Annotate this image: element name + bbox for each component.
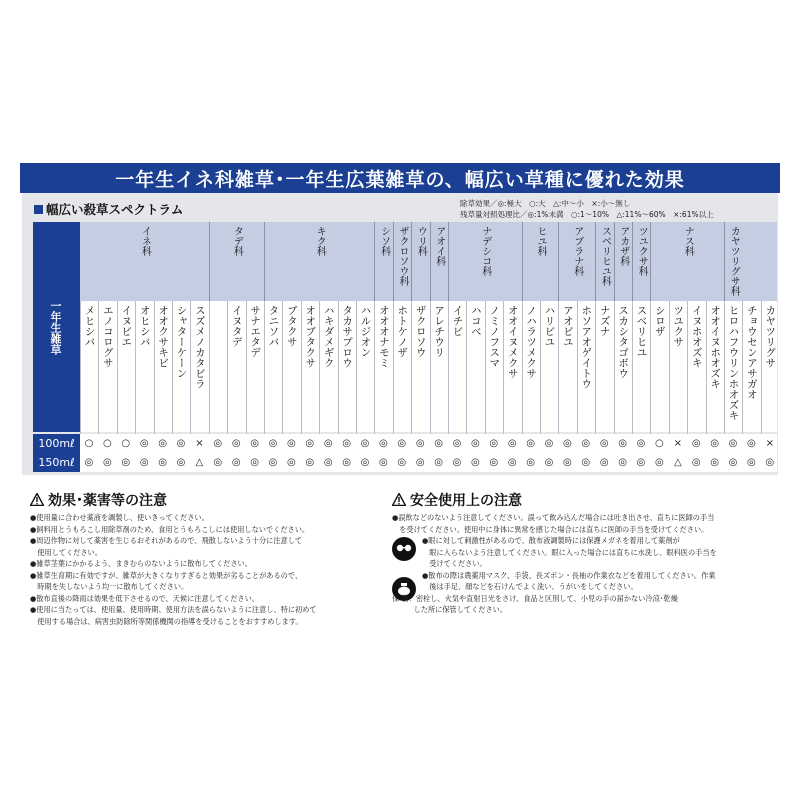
efficacy-symbol: ◎ [139,438,149,449]
weed-name: イヌビエ [120,305,133,347]
family-band [80,222,777,301]
efficacy-symbol: ◎ [305,438,315,449]
efficacy-symbol: ◎ [268,438,278,449]
dose-label: 100mℓ [33,434,80,453]
note-line: ●雑草茎葉にかかるよう、まきむらのないように散布してください。 [30,559,252,568]
headline-banner: 一年生イネ科雑草･一年生広葉雑草の、幅広い草種に優れた効果 [20,163,780,193]
notes-left-body [30,512,380,627]
weed-name: オヒシバ [138,305,151,347]
efficacy-symbol: ◎ [323,438,333,449]
weed-name: オオイヌホオズキ [709,305,722,389]
efficacy-symbol: ◎ [379,457,388,468]
efficacy-symbol: ◎ [728,438,738,449]
family-header: ツユクサ科 [636,226,648,276]
efficacy-symbol: ◎ [452,457,462,468]
weed-name: チョウセンアサガオ [745,305,758,400]
efficacy-symbol: ◎ [287,457,296,468]
efficacy-symbol: ◎ [636,457,646,468]
note-line: 時期を失しないよう均一に散布してください。 [30,582,189,591]
side-label: 一年生雑草 [49,300,62,355]
efficacy-symbol: ◎ [526,438,535,449]
weed-name: アオビユ [561,305,574,347]
efficacy-symbol: ◎ [158,438,167,449]
family-header: ザクロソウ科 [397,226,408,286]
weed-name: カヤツリグサ [764,305,777,368]
efficacy-symbol: ◎ [415,438,425,449]
efficacy-symbol: × [195,438,204,449]
efficacy-symbol: ◎ [655,457,664,468]
notes-right-body [392,512,787,616]
efficacy-symbol: ◎ [747,438,756,449]
weed-name: ノハラツメクサ [525,305,538,379]
efficacy-symbol: ◎ [342,438,351,449]
notes-right-heading-text: 安全使用上の注意 [410,493,522,509]
weed-name: メヒシバ [83,305,96,347]
family-header: シソ科 [378,226,390,256]
weed-name: オオクサキビ [157,305,170,368]
family-header: カヤツリグサ科 [728,226,740,296]
weed-name: オオイヌメクサ [506,305,519,379]
notes-right-heading [392,490,522,510]
note-line: ●散布直後の降雨は効果を低下させるので、天候に注意してください。 [30,593,259,603]
family-header: ナデシコ科 [479,226,491,276]
weed-name: ブタクサ [285,305,298,347]
efficacy-symbol: ◎ [84,457,94,468]
efficacy-symbol: ◎ [747,457,756,468]
note-line: ●使用量に合わせ薬液を調製し、使いきってください。 [30,513,209,522]
warning-icon [392,493,406,506]
family-header: アオイ科 [433,226,445,266]
efficacy-symbol: ◎ [360,438,370,449]
weed-name: イヌタデ [230,305,243,347]
efficacy-symbol: ◎ [489,438,499,449]
efficacy-symbol: ◎ [691,457,701,468]
efficacy-symbol: ◎ [599,457,609,468]
efficacy-symbol: ◎ [323,457,333,468]
efficacy-symbol: ◎ [599,438,609,449]
weed-name: タニソバ [267,305,280,347]
efficacy-symbol: ◎ [360,457,370,468]
efficacy-symbol: ◎ [452,438,462,449]
weed-name: ザクロソウ [414,305,427,358]
efficacy-symbol: ◎ [415,457,425,468]
family-header: スベリヒユ科 [599,226,611,286]
note-line: ●眼に対して刺激性があるので、散布液調製時には保護メガネを着用して薬剤が [422,536,680,545]
legend-residue: 残草量対照処理比／◎:1%未満 ○:1～10% △:11%～60% ×:61%以上 [460,210,714,219]
spectrum-title-text: 幅広い殺草スペクトラム [46,202,184,217]
weed-name: ホトケノザ [396,305,409,358]
note-line: ●誤飲などのないよう注意してください。誤って飲み込んだ場合には吐き出させ、直ちに医師の手当 [392,513,715,522]
efficacy-symbol: ◎ [213,457,223,468]
weed-name: ホソアオゲイトウ [580,305,593,389]
note-line: ●雑草生育期に有効ですが、雑草が大きくなりすぎると効果が劣ることがあるので、 [30,570,303,580]
dose-label: 150mℓ [33,453,80,472]
note-line: ●使用に当たっては、使用量、使用時期、使用方法を誤らないように注意し、特に初めて [30,605,317,614]
weed-name: エノコログサ [101,305,114,368]
family-header: ナス科 [682,226,694,256]
efficacy-symbol: ○ [121,438,131,449]
efficacy-symbol: ◎ [231,457,241,468]
efficacy-symbol: ◎ [710,457,719,468]
note-line: 後は手足、顔などを石けんでよく洗い、うがいをしてください。 [422,582,638,591]
efficacy-symbol: ◎ [691,438,701,449]
efficacy-symbol: ◎ [213,438,223,449]
family-header: キク科 [314,226,326,256]
title-marker [34,205,43,214]
efficacy-symbol: ◎ [158,457,167,468]
notes-left-heading [30,490,167,510]
efficacy-symbol: ◎ [434,438,443,449]
spectrum-title [34,200,183,218]
family-header: アカザ科 [617,226,629,266]
note-line: 使用する場合は、病害虫防除所等関係機関の指導を受けることをおすすめします。 [30,616,303,626]
weed-name: スズメノカタビラ [193,305,206,389]
efficacy-symbol: ◎ [544,457,554,468]
efficacy-symbol: ◎ [563,457,572,468]
efficacy-symbol: ○ [84,438,94,449]
weed-name: ナズナ [598,305,611,337]
efficacy-symbol: △ [673,457,682,468]
efficacy-symbol: ◎ [581,457,591,468]
efficacy-symbol: ◎ [544,438,554,449]
weed-name: スカシタゴボウ [617,305,630,379]
efficacy-symbol: ◎ [176,438,186,449]
efficacy-symbol: ◎ [231,438,241,449]
note-line: ●周辺作物に対して薬害を生じるおそれがあるので、飛散しないよう十分に注意して [30,536,303,545]
family-header: イネ科 [139,226,151,256]
weed-name: タカサブロウ [341,305,354,368]
weed-name: ツユクサ [672,305,685,347]
weed-name: ハリビユ [543,305,556,347]
efficacy-symbol: ◎ [342,457,351,468]
efficacy-symbol: ○ [103,438,112,449]
note-line: 受けてください。 [422,559,487,568]
efficacy-symbol: ◎ [489,457,499,468]
efficacy-symbol: ◎ [710,438,719,449]
efficacy-symbol: ◎ [563,438,572,449]
efficacy-symbol: ◎ [434,457,443,468]
efficacy-symbol: ◎ [581,438,591,449]
warning-icon [30,493,44,506]
efficacy-symbol: ◎ [471,438,480,449]
family-header: ウリ科 [415,226,427,256]
efficacy-symbol: ◎ [471,457,480,468]
weed-name: ハキダメギク [322,305,335,368]
weed-name: ノミノフスマ [488,305,501,368]
weed-name: シャターケーン [175,305,188,379]
efficacy-symbol: ◎ [507,457,517,468]
weed-name: イチビ [451,305,464,337]
efficacy-symbol: ◎ [765,457,775,468]
efficacy-symbol: ◎ [287,438,296,449]
efficacy-symbol: ◎ [507,438,517,449]
weed-name: イヌホオズキ [690,305,703,368]
note-line: を受けてください。使用中に身体に異常を感じた場合には直ちに医師の手当を受けてください。 [392,524,709,534]
efficacy-symbol: × [673,438,682,449]
efficacy-symbol: ◎ [121,457,131,468]
note-line: 使用してください。 [30,547,102,557]
note-line: した所に保管してください。 [392,605,508,614]
weed-name: シロザ [653,305,666,337]
efficacy-symbol: × [765,438,774,449]
notes-left-heading-text: 効果･薬害等の注意 [48,493,167,509]
weed-name: ハルジオン [359,305,372,358]
weed-name: スベリヒユ [635,305,648,358]
efficacy-symbol: ◎ [728,457,738,468]
note-line: ●散布の際は農薬用マスク、手袋、長ズボン・長袖の作業衣などを着用してください。作業 [422,570,716,580]
weed-name: アレチウリ [433,305,446,358]
efficacy-symbol: ◎ [176,457,186,468]
efficacy-symbol: ○ [655,438,664,449]
efficacy-symbol: ◎ [397,438,407,449]
family-header: ヒユ科 [535,226,546,256]
weed-name: オオオナモミ [377,305,390,368]
efficacy-symbol: ◎ [250,457,259,468]
weed-name: オオブタクサ [304,305,317,368]
efficacy-symbol: ◎ [397,457,407,468]
efficacy-symbol: ◎ [379,438,388,449]
note-line: 保 管：密栓し、火気や直射日光をさけ、食品と区別して、小児の手の届かない冷涼･乾燥 [392,593,678,603]
family-header: アブラナ科 [571,226,583,276]
efficacy-symbol: △ [195,457,204,468]
family-header: タデ科 [231,226,243,256]
efficacy-symbol: ◎ [526,457,535,468]
note-line: 眼に入らないよう注意してください。眼に入った場合には直ちに水洗し、眼科医の手当を [422,547,717,557]
legend-effect: 除草効果／◎:極大 ○:大 △:中～小 ×:小～無し [460,199,631,208]
efficacy-symbol: ◎ [139,457,149,468]
efficacy-symbol: ◎ [103,457,112,468]
efficacy-symbol: ◎ [618,438,627,449]
weed-name: サナエタデ [249,305,262,358]
weed-name: ヒロハフウリンホオズキ [727,305,740,421]
efficacy-symbol: ◎ [250,438,259,449]
efficacy-symbol: ◎ [305,457,315,468]
note-line: ●飼料用とうもろこし用除草剤のため、食用とうもろこしには使用しないでください。 [30,524,310,534]
efficacy-symbol: ◎ [618,457,627,468]
efficacy-symbol: ◎ [268,457,278,468]
efficacy-symbol: ◎ [636,438,646,449]
weed-name: ハコベ [469,305,482,337]
